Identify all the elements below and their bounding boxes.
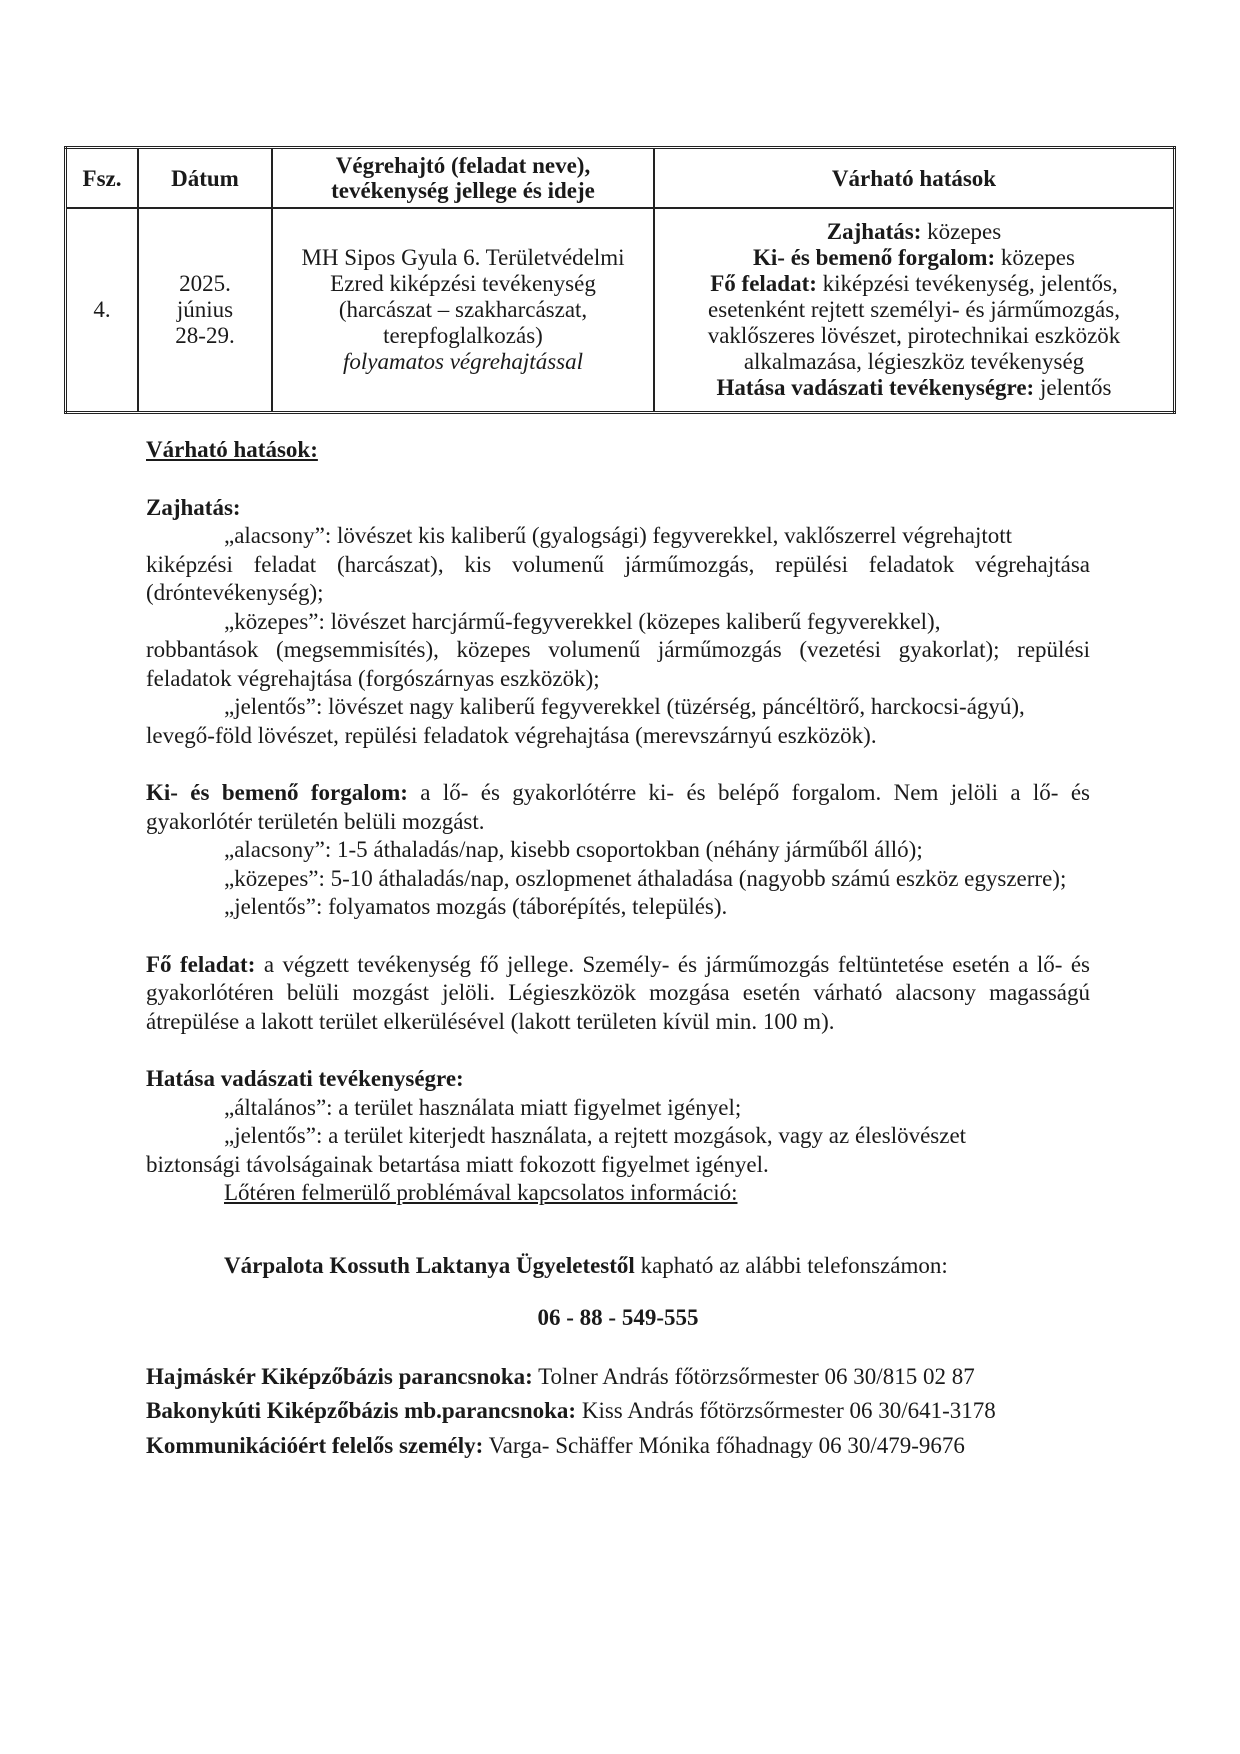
cell-num: 4. — [66, 208, 139, 413]
contact-item — [146, 1432, 1090, 1461]
effect-main-value-2: esetenként rejtett személyi- és járműmozgás, — [708, 297, 1120, 322]
noise-low-first: „alacsony”: lövészet kis kaliberű (gyalogsági) fegyverekkel, vaklőszerrel végrehajtott — [224, 523, 1013, 548]
contact-label-bakonykut: Bakonykúti Kiképzőbázis mb.parancsnoka: — [146, 1398, 577, 1423]
schedule-table — [64, 146, 1176, 414]
traffic-low: „alacsony”: 1-5 áthaladás/nap, kisebb csoportokban (néhány járműből álló); — [224, 837, 923, 862]
traffic-text: a lő- és gyakorlótérre ki- és belépő forgalom. Nem jelöli a lő- és gyakorlótér területén belüli mozgást. — [146, 780, 1090, 834]
traffic-high: „jelentős”: folyamatos mozgás (táborépítés, település). — [224, 894, 728, 919]
date-month: június — [176, 297, 234, 322]
main-task-paragraph — [146, 951, 1090, 1037]
main-task-label: Fő feladat: — [146, 951, 256, 977]
cell-effects — [654, 208, 1175, 413]
effect-main-value-1: kiképzési tevékenység, jelentős, — [816, 271, 1118, 296]
effect-traffic — [655, 245, 1173, 271]
executor-line3: (harcászat – szakharcászat, — [338, 297, 588, 322]
duty-bold: Várpalota Kossuth Laktanya Ügyeletestől — [224, 1252, 635, 1278]
effect-traffic-label: Ki- és bemenő forgalom: — [753, 245, 996, 270]
header-executor-line2: tevékenység jellege és ideje — [331, 178, 595, 203]
effects-heading: Várható hatások: — [146, 437, 318, 462]
effect-traffic-value: közepes — [995, 245, 1075, 270]
effect-main — [655, 271, 1173, 297]
noise-medium — [146, 608, 1090, 694]
header-executor — [272, 148, 654, 209]
noise-low-rest: kiképzési feladat (harcászat), kis volumenű járműmozgás, repülési feladatok végrehajtása (dróntevékenység); — [146, 551, 1090, 605]
hunt-heading: Hatása vadászati tevékenységre: — [146, 1066, 464, 1091]
effect-hunt — [655, 375, 1173, 401]
date-days: 28-29. — [175, 323, 235, 348]
effect-hunt-value: jelentős — [1034, 375, 1112, 400]
hunt-high-first: „jelentős”: a terület kiterjedt használata, a rejtett mozgások, vagy az éleslövészet — [224, 1123, 967, 1148]
header-fsz: Fsz. — [66, 148, 139, 209]
contacts-list — [146, 1363, 1090, 1461]
date-year: 2025. — [179, 271, 231, 296]
duty-rest: kapható az alábbi telefonszámon: — [634, 1252, 948, 1278]
noise-medium-first: „közepes”: lövészet harcjármű-fegyverekkel (közepes kaliberű fegyverekkel), — [224, 608, 941, 634]
effect-noise-label: Zajhatás: — [826, 219, 922, 244]
hunt-high — [146, 1122, 1090, 1179]
noise-high-rest: levegő-föld lövészet, repülési feladatok végrehajtása (merevszárnyú eszközök). — [146, 722, 877, 748]
noise-high-first: „jelentős”: lövészet nagy kaliberű fegyverekkel (tüzérség, páncéltörő, harckocsi-ágyú), — [224, 694, 1025, 719]
contact-label-communication: Kommunikációért felelős személy: — [146, 1432, 484, 1458]
header-effects: Várható hatások — [654, 148, 1175, 209]
executor-line2: Ezred kiképzési tevékenység — [330, 271, 596, 296]
cell-date — [138, 208, 272, 413]
explanation-section — [146, 436, 1090, 1460]
traffic-paragraph — [146, 779, 1090, 836]
contact-value-bakonykut: Kiss András főtörzsőrmester 06 30/641-3178 — [576, 1398, 996, 1423]
executor-line1: MH Sipos Gyula 6. Területvédelmi — [301, 245, 625, 270]
duty-line — [146, 1252, 1090, 1281]
traffic-medium: „közepes”: 5-10 áthaladás/nap, oszlopmenet áthaladása (nagyobb számú eszköz egyszerre); — [224, 865, 1067, 891]
noise-high — [146, 693, 1090, 750]
contact-value-communication: Varga- Schäffer Mónika főhadnagy 06 30/479-9676 — [483, 1432, 965, 1458]
contact-item — [146, 1363, 1090, 1392]
noise-medium-rest: robbantások (megsemmisítés), közepes volumenű járműmozgás (vezetési gyakorlat); repülési feladatok végrehajtása (forgószárnyas eszközök); — [146, 637, 1090, 691]
effect-main-value-3: vaklőszeres lövészet, pirotechnikai eszközök — [707, 323, 1121, 348]
noise-low — [146, 522, 1090, 608]
contact-value-hajmasker: Tolner András főtörzsőrmester 06 30/815 02 87 — [532, 1363, 975, 1389]
executor-italic: folyamatos végrehajtással — [343, 349, 583, 374]
phone-number: 06 - 88 - 549-555 — [537, 1305, 699, 1330]
executor-line4: terepfoglalkozás) — [383, 323, 543, 348]
header-executor-line1: Végrehajtó (feladat neve), — [335, 153, 591, 178]
contact-item — [146, 1397, 1090, 1426]
info-heading: Lőtéren felmerülő problémával kapcsolatos információ: — [224, 1180, 738, 1205]
cell-executor — [272, 208, 654, 413]
noise-heading: Zajhatás: — [146, 494, 241, 520]
table-row — [66, 208, 1175, 413]
effect-hunt-label: Hatása vadászati tevékenységre: — [716, 375, 1035, 400]
main-task-text: a végzett tevékenység fő jellege. Személy- és járműmozgás feltüntetése esetén a lő- és gyakorlótéren belüli mozgást jelöli. Légieszközök mozgása esetén várható alacsony magasságú átrepülése a lakott terület elkerülésével (lakott területen kívül min. 100 m). — [146, 951, 1090, 1034]
contact-label-hajmasker: Hajmáskér Kiképzőbázis parancsnoka: — [146, 1363, 533, 1389]
table-header-row — [66, 148, 1175, 209]
traffic-label: Ki- és bemenő forgalom: — [146, 780, 408, 805]
hunt-high-rest: biztonsági távolságainak betartása miatt fokozott figyelmet igényel. — [146, 1151, 769, 1177]
effect-noise — [655, 219, 1173, 245]
effect-noise-value: közepes — [921, 219, 1002, 244]
hunt-general: „általános”: a terület használata miatt figyelmet igényel; — [224, 1094, 742, 1120]
effect-main-label: Fő feladat: — [710, 271, 817, 296]
header-date: Dátum — [138, 148, 272, 209]
effect-main-value-4: alkalmazása, légieszköz tevékenység — [743, 349, 1085, 374]
